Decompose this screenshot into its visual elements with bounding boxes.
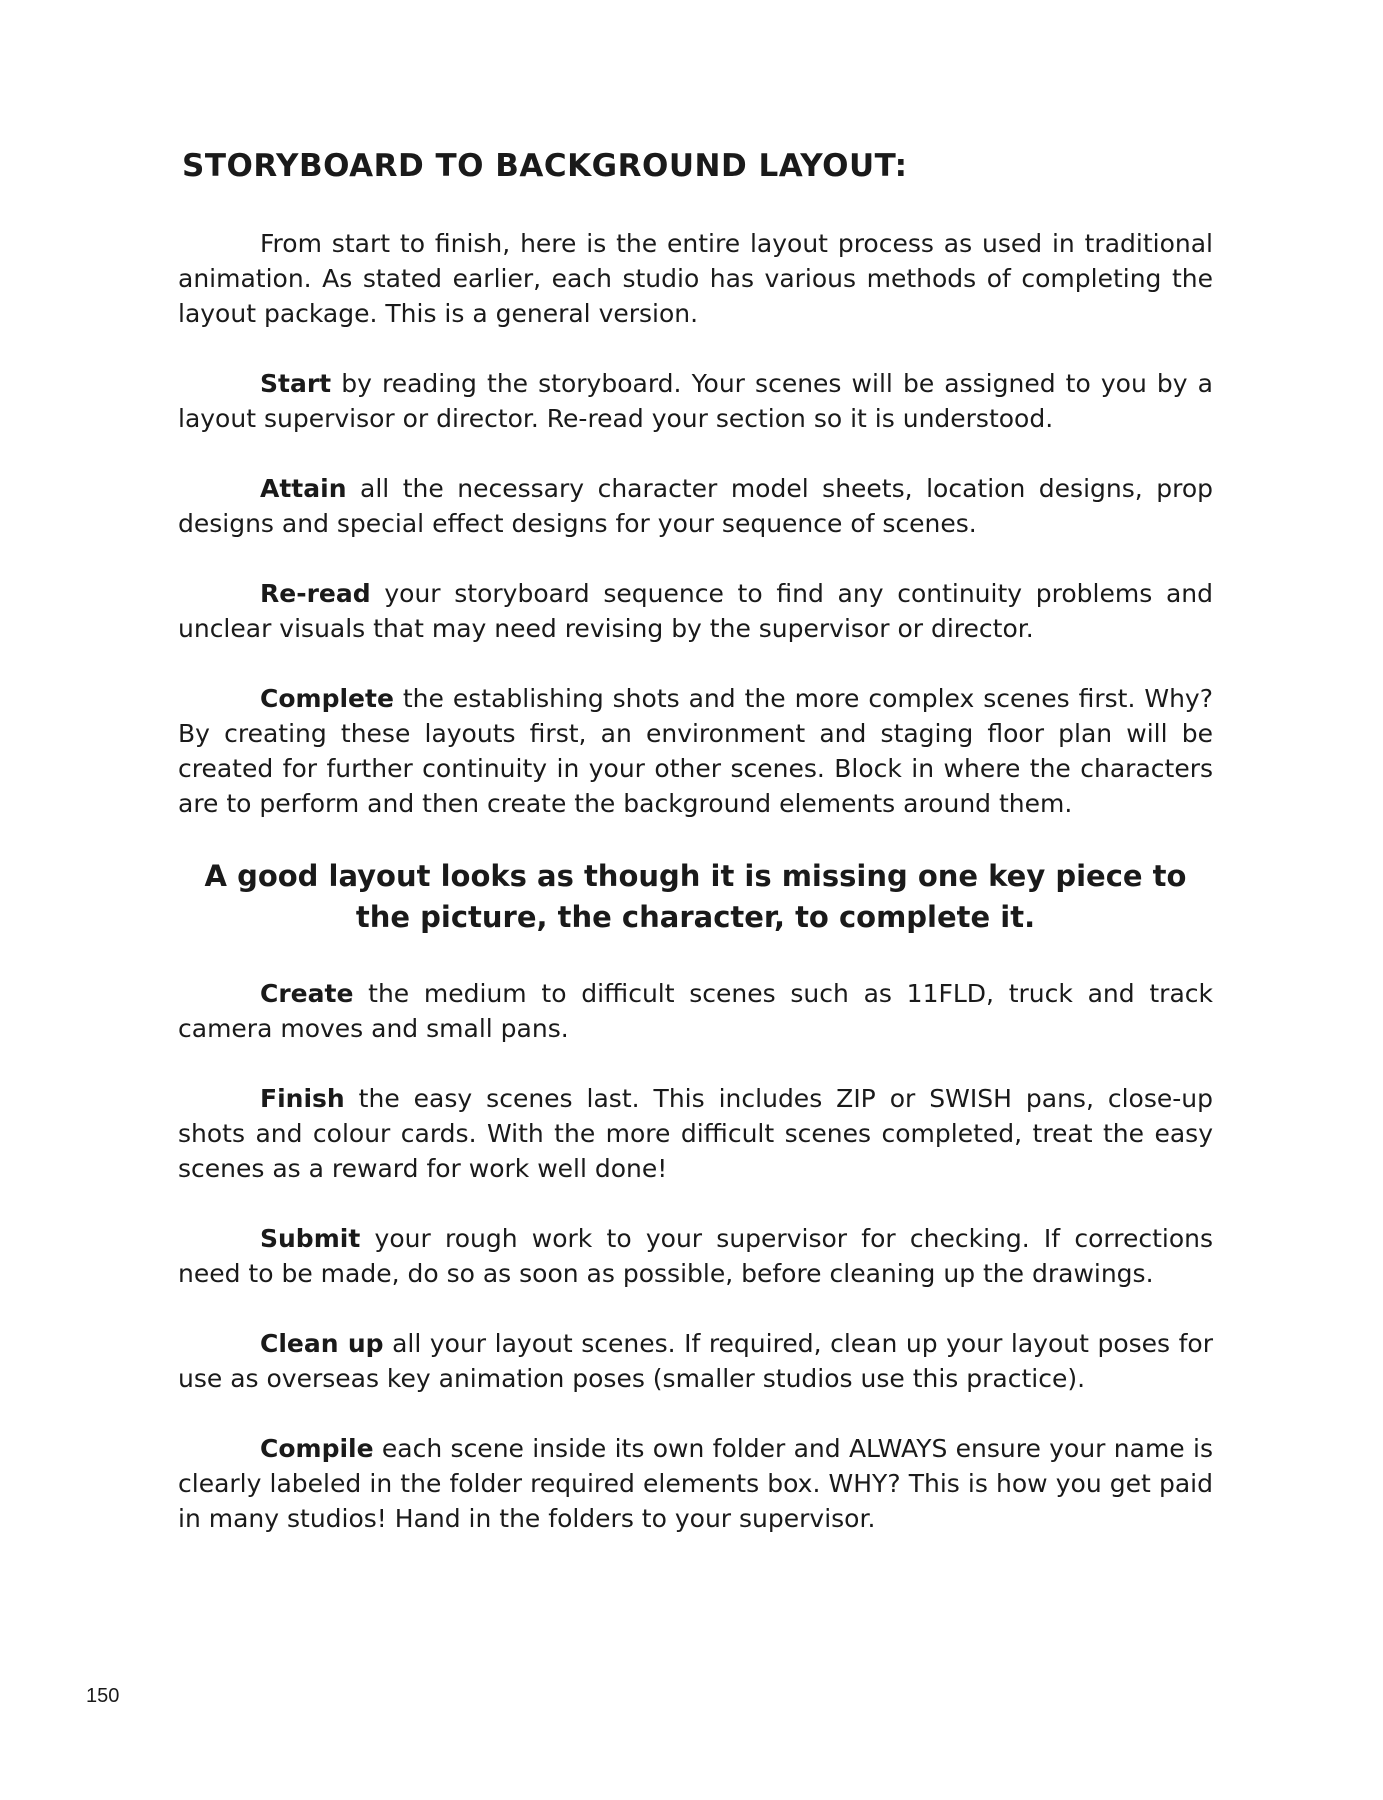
step-text: your storyboard sequence to find any continuity problems and unclear visuals that may need revising by the supervisor or director. xyxy=(178,579,1213,643)
step-keyword: Clean up xyxy=(260,1329,384,1358)
step-text: by reading the storyboard. Your scenes will be assigned to you by a layout supervisor or director. Re-read your section so it is understood. xyxy=(178,369,1213,433)
step-text: the medium to difficult scenes such as 11FLD, truck and track camera moves and small pans. xyxy=(178,979,1213,1043)
page-number: 150 xyxy=(86,1685,120,1707)
page-heading: STORYBOARD TO BACKGROUND LAYOUT: xyxy=(182,148,908,184)
step-keyword: Start xyxy=(260,369,332,398)
step-paragraph-compile xyxy=(178,1431,1213,1536)
step-keyword: Compile xyxy=(260,1434,374,1463)
step-keyword: Submit xyxy=(260,1224,361,1253)
step-paragraph-attain xyxy=(178,471,1213,541)
step-text: your rough work to your supervisor for checking. If corrections need to be made, do so as soon as possible, before cleaning up the drawings. xyxy=(178,1224,1213,1288)
body-text xyxy=(178,226,1213,1571)
step-keyword: Re-read xyxy=(260,579,371,608)
step-text: the establishing shots and the more complex scenes first. Why? By creating these layouts first, an environment and staging floor plan will be created for further continuity in your other scenes. Block in where the characters are to perform and then create the background elements around them. xyxy=(178,684,1213,818)
step-keyword: Create xyxy=(260,979,354,1008)
step-paragraph-complete xyxy=(178,681,1213,821)
step-keyword: Attain xyxy=(260,474,347,503)
step-paragraph-finish xyxy=(178,1081,1213,1186)
step-paragraph-clean-up xyxy=(178,1326,1213,1396)
intro-paragraph: From start to finish, here is the entire layout process as used in traditional animation. As stated earlier, each studio has various methods of completing the layout package. This is a general version. xyxy=(178,229,1213,328)
step-text: the easy scenes last. This includes ZIP or SWISH pans, close-up shots and colour cards. With the more difficult scenes completed, treat the easy scenes as a reward for work well done! xyxy=(178,1084,1213,1183)
step-paragraph-start xyxy=(178,366,1213,436)
step-text: all your layout scenes. If required, clean up your layout poses for use as overseas key animation poses (smaller studios use this practice). xyxy=(178,1329,1213,1393)
step-paragraph-submit xyxy=(178,1221,1213,1291)
step-text: all the necessary character model sheets, location designs, prop designs and special effect designs for your sequence of scenes. xyxy=(178,474,1213,538)
step-keyword: Finish xyxy=(260,1084,345,1113)
step-paragraph-reread xyxy=(178,576,1213,646)
step-paragraph-create xyxy=(178,976,1213,1046)
callout-quote: A good layout looks as though it is missing one key piece to the picture, the character, to complete it. xyxy=(204,859,1187,934)
step-keyword: Complete xyxy=(260,684,394,713)
step-text: each scene inside its own folder and ALWAYS ensure your name is clearly labeled in the folder required elements box. WHY? This is how you get paid in many studios! Hand in the folders to your supervisor. xyxy=(178,1434,1213,1533)
